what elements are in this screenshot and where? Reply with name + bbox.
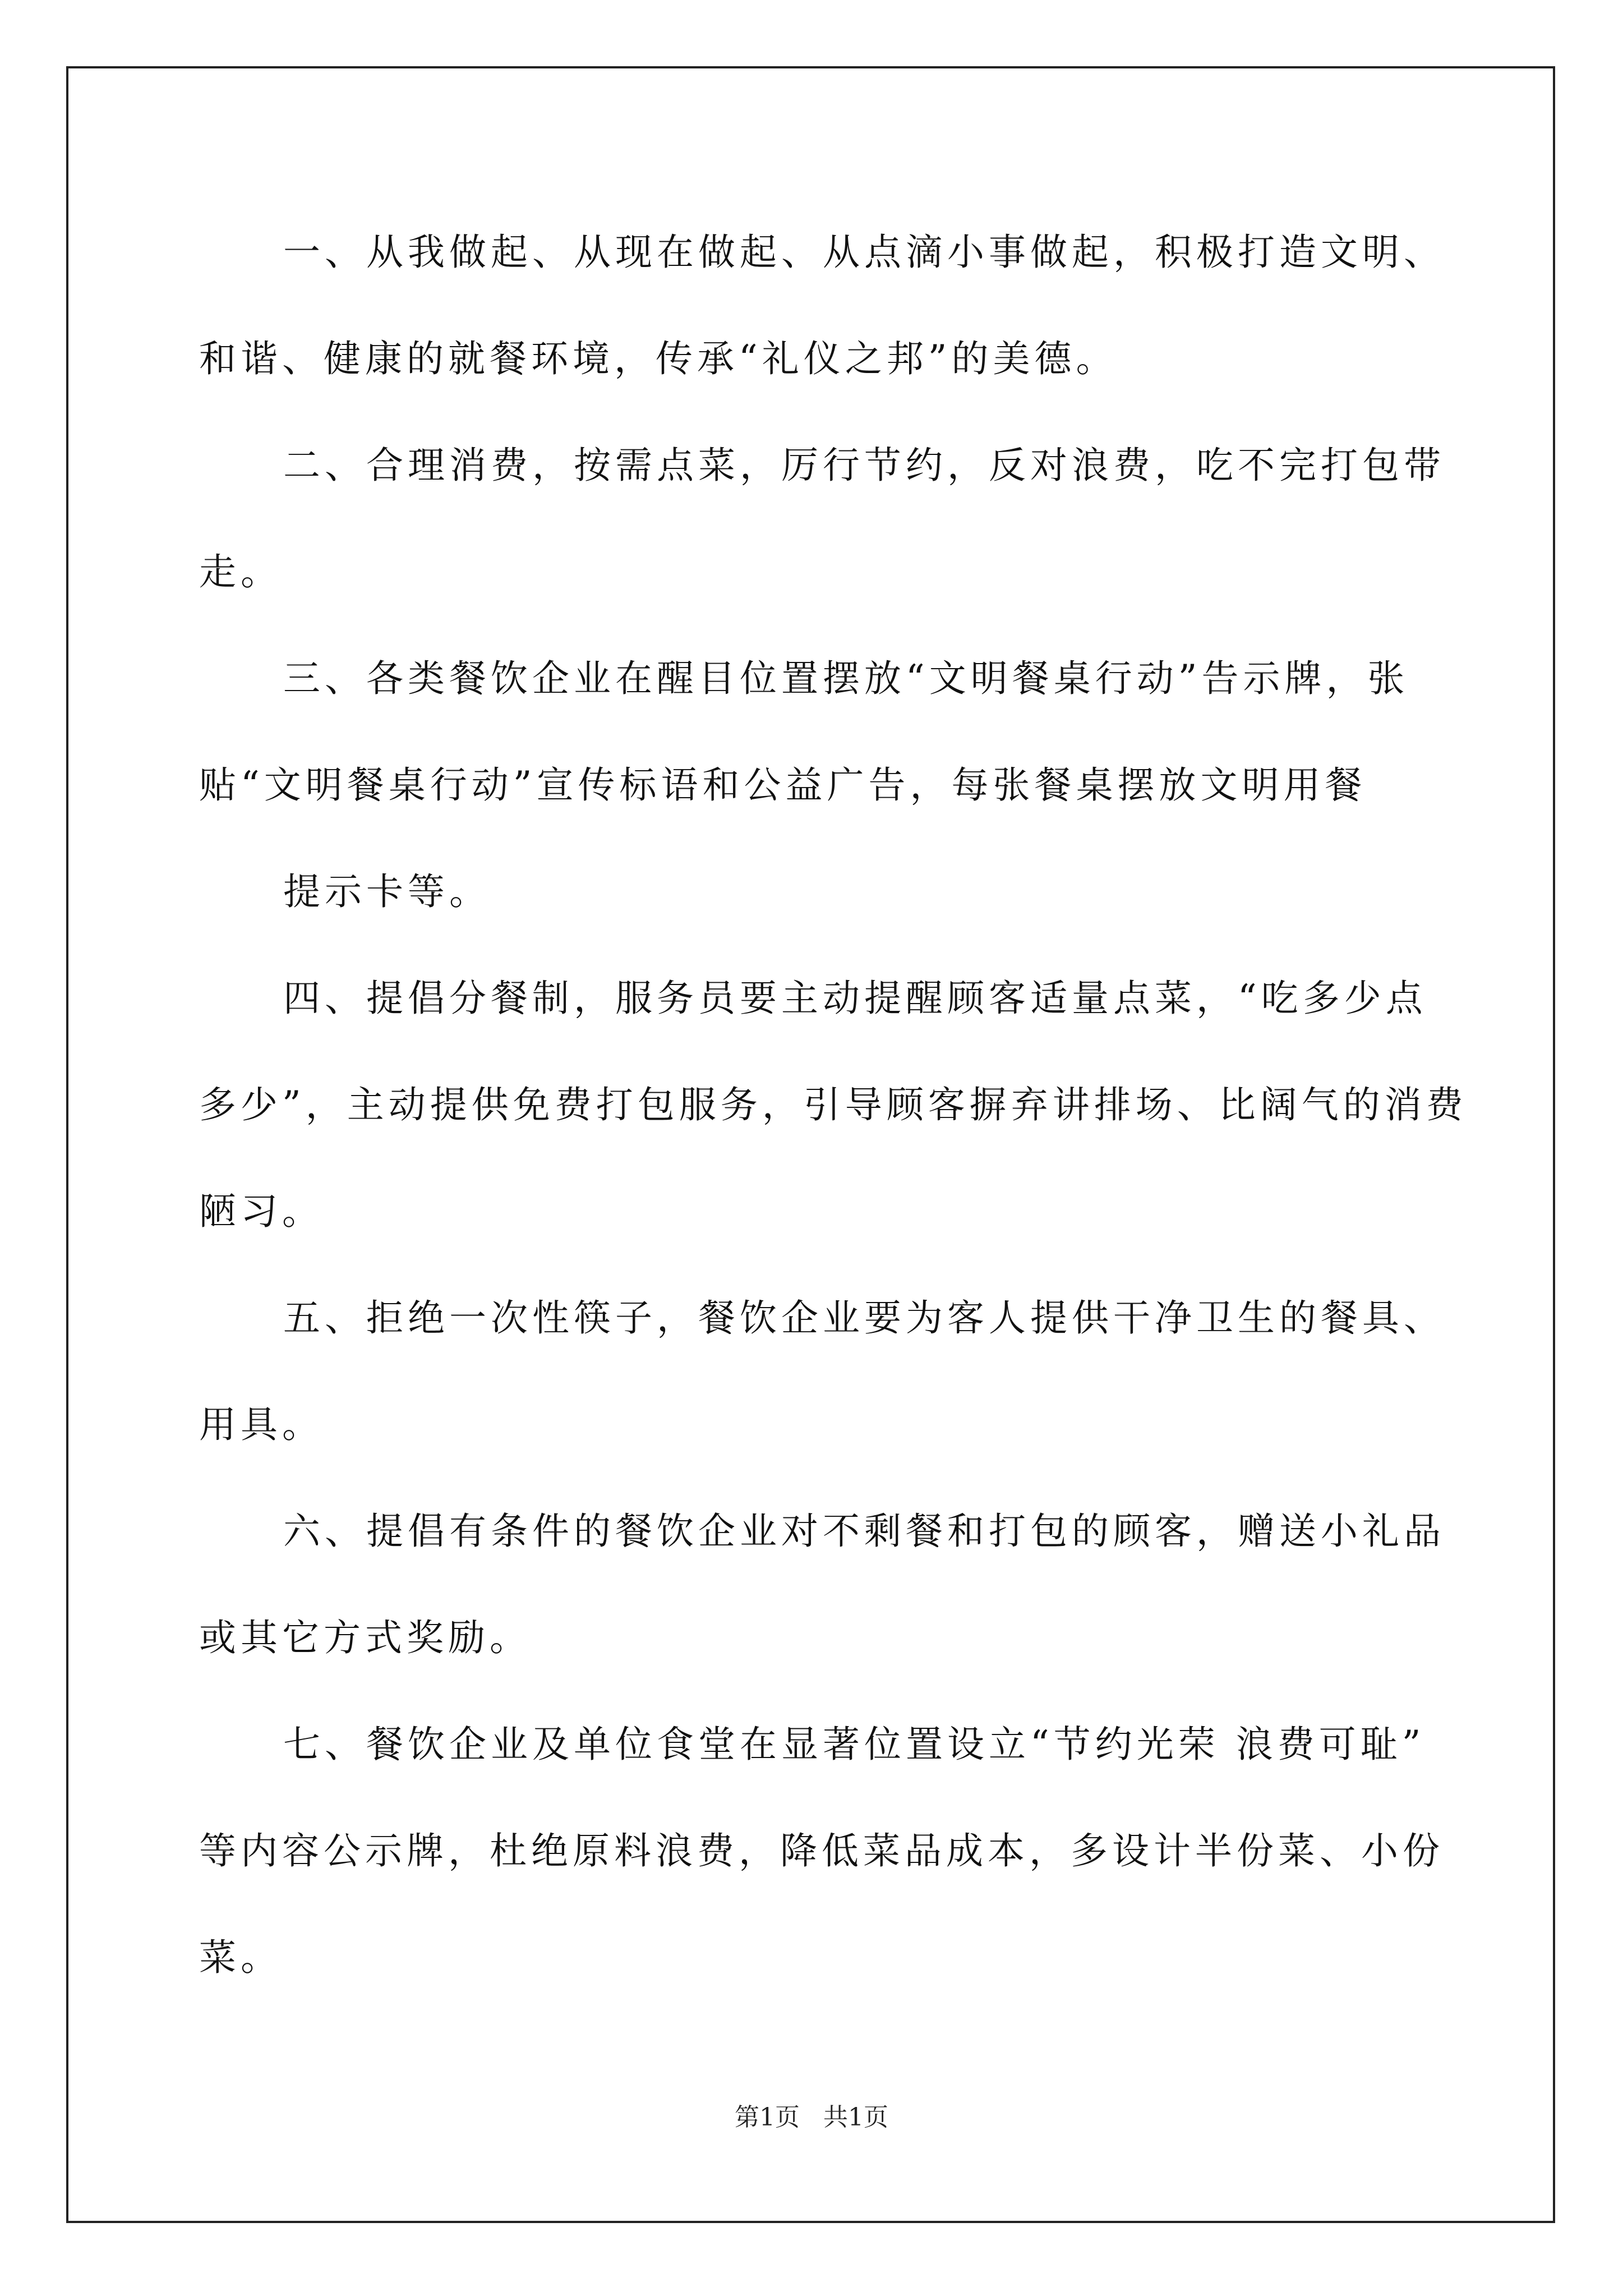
- paragraph-line: 六、提倡有条件的餐饮企业对不剩餐和打包的顾客，赠送小礼品: [283, 1510, 1445, 1553]
- paragraph-line: 提示卡等。: [283, 870, 491, 913]
- paragraph-line: 五、拒绝一次性筷子，餐饮企业要为客人提供干净卫生的餐具、: [283, 1296, 1445, 1340]
- paragraph-line: 三、各类餐饮企业在醒目位置摆放“文明餐桌行动”告示牌，张: [283, 657, 1409, 700]
- paragraph-line: 等内容公示牌，杜绝原料浪费，降低菜品成本，多设计半份菜、小份: [199, 1829, 1444, 1872]
- paragraph-line: 和谐、健康的就餐环境，传承“礼仪之邦”的美德。: [199, 337, 1118, 380]
- page-footer: [0, 2101, 1623, 2134]
- page-number-current: 第1页: [735, 2103, 800, 2132]
- paragraph-line: 用具。: [199, 1403, 324, 1446]
- page-border: [66, 66, 1555, 2223]
- paragraph-line: 二、合理消费，按需点菜，厉行节约，反对浪费，吃不完打包带: [283, 444, 1445, 487]
- paragraph-line: 七、餐饮企业及单位食堂在显著位置设立“节约光荣 浪费可耻”: [283, 1723, 1426, 1766]
- paragraph-line: 贴“文明餐桌行动”宣传标语和公益广告，每张餐桌摆放文明用餐: [199, 763, 1367, 807]
- paragraph-line: 四、提倡分餐制，服务员要主动提醒顾客适量点菜，“吃多少点: [283, 977, 1427, 1020]
- paragraph-line: 一、从我做起、从现在做起、从点滴小事做起，积极打造文明、: [283, 231, 1445, 274]
- paragraph-line: 或其它方式奖励。: [199, 1616, 531, 1659]
- paragraph-line: 陋习。: [199, 1190, 324, 1233]
- page-number-total: 共1页: [823, 2103, 888, 2132]
- paragraph-line: 多少”，主动提供免费打包服务，引导顾客摒弃讲排场、比阔气的消费: [199, 1083, 1468, 1126]
- paragraph-line: 走。: [199, 550, 282, 593]
- paragraph-line: 菜。: [199, 1936, 282, 1979]
